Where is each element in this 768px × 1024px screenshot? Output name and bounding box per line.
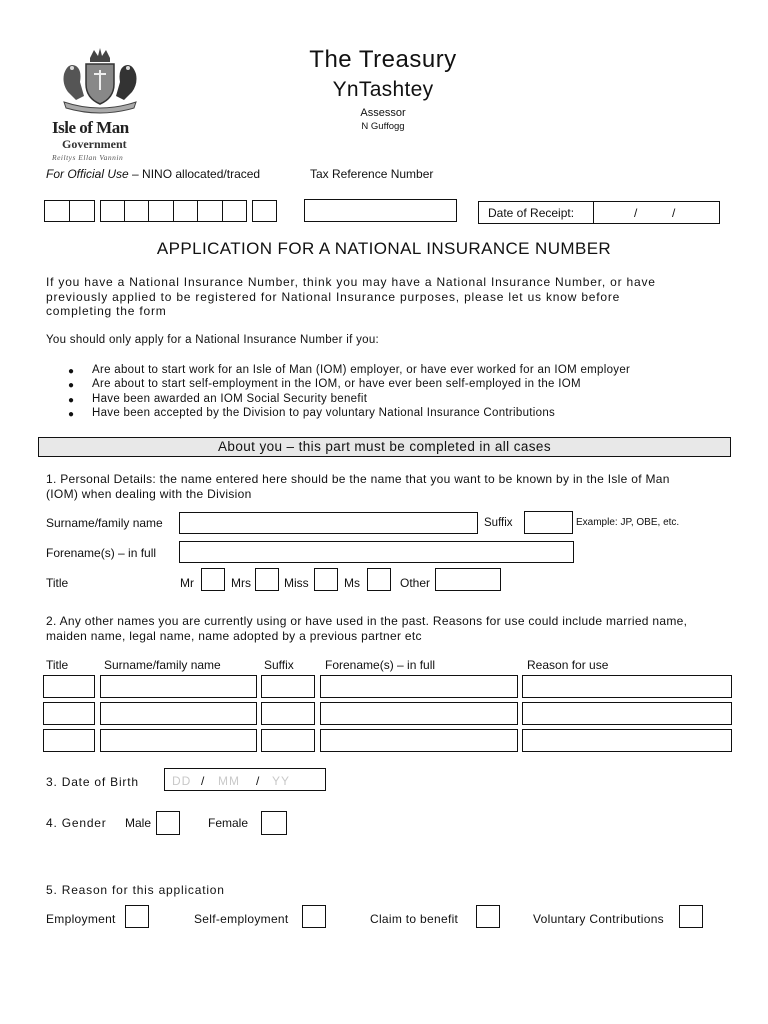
intro-line: previously applied to be registered for National Insurance purposes, please let us know before [46,290,621,304]
other-names-heading: maiden name, legal name, name adopted by a previous partner etc [46,629,422,643]
nino-box[interactable] [173,200,198,222]
reason-option-label: Employment [46,912,116,926]
nino-box[interactable] [124,200,149,222]
title-label: Title [46,576,69,590]
date-of-receipt-divider [593,201,594,224]
nino-box[interactable] [252,200,277,222]
dob-dd-placeholder: DD [172,774,192,788]
title-ms-checkbox[interactable] [367,568,391,591]
reason-option-label: Claim to benefit [370,912,459,926]
column-header: Reason for use [527,658,609,672]
nino-box[interactable] [100,200,125,222]
reason-option-label: Voluntary Contributions [533,912,664,926]
nino-box[interactable] [148,200,174,222]
date-sep: / [672,206,676,220]
title-other-input[interactable] [435,568,501,591]
nino-box[interactable] [69,200,95,222]
title-mr-checkbox[interactable] [201,568,225,591]
suffix-input[interactable] [524,511,573,534]
other-surname-input[interactable] [100,675,257,698]
section-banner-text: About you – this part must be completed in all cases [218,439,551,454]
dob-sep: / [256,774,260,788]
column-header: Surname/family name [104,658,221,672]
logo-motto: Reiltys Ellan Vannin [52,153,124,162]
personal-heading: 1. Personal Details: the name entered here should be the name that you want to be known by in the Isle of Man [46,472,670,486]
bullet-icon: ● [68,366,75,377]
dob-label: 3. Date of Birth [46,775,139,789]
gender-female-checkbox[interactable] [261,811,287,835]
logo [46,44,156,164]
other-forename-input[interactable] [320,675,518,698]
official-use-rest: – NINO allocated/traced [128,167,261,181]
other-suffix-input[interactable] [261,702,315,725]
reason-voluntary-checkbox[interactable] [679,905,703,928]
bullet-item: Are about to start self-employment in the IOM, or have ever been self-employed in the IOM [92,378,581,390]
official-use-label [46,167,260,181]
bullet-item: Have been awarded an IOM Social Security benefit [92,393,368,405]
reason-label: 5. Reason for this application [46,883,225,897]
title-option-label: Ms [344,576,360,590]
title-option-label: Mr [180,576,194,590]
other-forename-input[interactable] [320,702,518,725]
tax-ref-label: Tax Reference Number [310,167,434,181]
other-surname-input[interactable] [100,729,257,752]
other-forename-input[interactable] [320,729,518,752]
crest-icon [50,44,150,116]
bullet-item: Have been accepted by the Division to pay voluntary National Insurance Contributions [92,407,556,419]
title-miss-checkbox[interactable] [314,568,338,591]
other-suffix-input[interactable] [261,729,315,752]
example-prefix: Example [576,517,615,528]
assessor-name: N Guffogg [361,121,405,132]
reason-employment-checkbox[interactable] [125,905,149,928]
other-names-heading: 2. Any other names you are currently using or have used in the past. Reasons for use could include married name, [46,614,688,628]
other-reason-input[interactable] [522,729,732,752]
other-suffix-input[interactable] [261,675,315,698]
logo-line2: Government [62,137,127,151]
tax-ref-field[interactable] [304,199,457,222]
date-of-receipt-field[interactable] [595,202,719,223]
reason-option-label: Self-employment [194,912,289,926]
gender-male-checkbox[interactable] [156,811,180,835]
other-reason-input[interactable] [522,702,732,725]
bullet-icon: ● [68,380,75,391]
other-surname-input[interactable] [100,702,257,725]
form-title: APPLICATION FOR A NATIONAL INSURANCE NUMBER [156,239,612,258]
surname-label: Surname/family name [46,516,163,530]
dob-mm-placeholder: MM [218,774,240,788]
column-header: Forename(s) – in full [325,658,436,672]
intro-para2: You should only apply for a National Insurance Number if you: [46,334,380,346]
nino-box[interactable] [222,200,247,222]
suffix-example [576,517,679,528]
column-header: Suffix [264,658,294,672]
bullet-icon: ● [68,395,75,406]
surname-input[interactable] [179,512,478,534]
assessor-label: Assessor [360,107,406,119]
official-use-italic: For Official Use [46,167,129,181]
title-option-label: Mrs [231,576,251,590]
other-reason-input[interactable] [522,675,732,698]
personal-heading: (IOM) when dealing with the Division [46,487,252,501]
other-title-input[interactable] [43,675,95,698]
gender-female-label: Female [208,816,249,830]
logo-line1: Isle of Man [52,118,129,137]
bullet-item: Are about to start work for an Isle of Man (IOM) employer, or have ever worked for an IOM employer [92,364,631,376]
title-mrs-checkbox[interactable] [255,568,279,591]
nino-box[interactable] [44,200,70,222]
other-title-input[interactable] [43,729,95,752]
title-option-label: Other [400,576,431,590]
dob-sep: / [201,774,205,788]
page-title: The Treasury [309,46,457,73]
bullet-icon: ● [68,409,75,420]
gender-male-label: Male [125,816,152,830]
gender-label: 4. Gender [46,816,107,830]
section-banner [38,437,731,457]
reason-self-employment-checkbox[interactable] [302,905,326,928]
title-option-label: Miss [284,576,309,590]
forename-label: Forename(s) – in full [46,546,157,560]
reason-claim-benefit-checkbox[interactable] [476,905,500,928]
suffix-label: Suffix [484,517,513,529]
intro-line: completing the form [46,304,167,318]
intro-line: If you have a National Insurance Number, think you may have a National Insurance Number, or have [46,275,656,289]
other-title-input[interactable] [43,702,95,725]
page-subtitle: YnTashtey [332,78,434,101]
date-sep: / [634,206,638,220]
nino-box[interactable] [197,200,223,222]
date-of-receipt-label: Date of Receipt: [488,206,575,220]
dob-yy-placeholder: YY [272,774,291,788]
forename-input[interactable] [179,541,574,563]
example-text: : JP, OBE, etc. [614,517,680,528]
column-header: Title [46,658,69,672]
